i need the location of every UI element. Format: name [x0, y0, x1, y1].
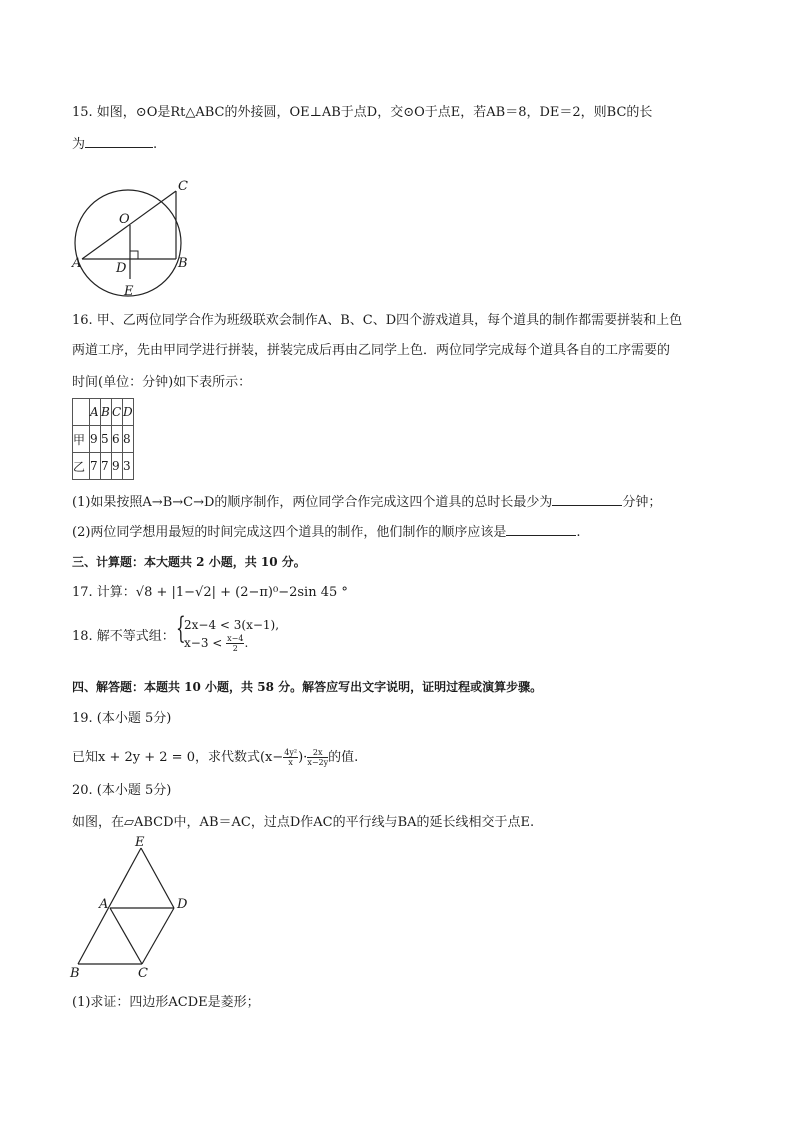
q16-sub1-end: 分钟；: [622, 495, 662, 510]
q18-ineq2-pre: x−3 <: [184, 636, 223, 650]
fraction-numerator: x−4: [227, 634, 244, 643]
q19-pre: 已知x + 2y + 2 = 0，求代数式(x−: [72, 750, 284, 765]
table-cell: 7: [101, 453, 112, 480]
fraction: [307, 748, 328, 767]
table-cell: 9: [90, 426, 101, 453]
segment-ed: [141, 848, 174, 908]
q18-ineq2: [184, 634, 248, 653]
table-header-row: [73, 399, 134, 426]
fraction-denominator: 2: [232, 644, 238, 653]
q16-sub1-text: (1)如果按照A→B→C→D的顺序制作，两位同学合作完成这四个道具的总时长最少为: [72, 495, 553, 510]
table-row: [73, 453, 134, 480]
q20-text: 如图，在▱ABCD中，AB＝AC，过点D作AC的平行线与BA的延长线相交于点E.: [72, 815, 535, 830]
table-cell: 6: [112, 426, 123, 453]
table-cell: 3: [123, 453, 134, 480]
brace-symbol: {: [176, 611, 186, 646]
q16-sub1-blank: [552, 492, 622, 506]
q16-line1: 16. 甲、乙两位同学合作为班级联欢会制作A、B、C、D四个游戏道具，每个道具的制作都需要拼装和上色: [72, 313, 683, 328]
label-a: A: [72, 256, 82, 271]
label-d: D: [177, 897, 188, 912]
q16-sub2-blank: [506, 522, 576, 536]
section-3-heading: 三、计算题：本大题共 2 小题，共 10 分。: [72, 555, 306, 569]
q19-body: [72, 748, 358, 767]
q15-line1: 15. 如图，⊙O是Rt△ABC的外接圆，OE⊥AB于点D，交⊙O于点E，若AB＝8，DE＝2，则BC的长: [72, 105, 653, 120]
label-c: C: [178, 179, 188, 194]
q15-line2-text: 为: [72, 137, 86, 152]
table-cell: 9: [112, 453, 123, 480]
q18-label: 18. 解不等式组：: [72, 629, 175, 644]
q20-figure: [66, 836, 206, 981]
q16-sub2-text: (2)两位同学想用最短的时间完成这四个道具的制作，他们制作的顺序应该是: [72, 525, 507, 540]
table-header-cell: B: [101, 399, 112, 426]
q19-post: 的值.: [328, 750, 359, 765]
circle-o: [75, 190, 181, 296]
q19-head: 19. (本小题 5分): [72, 711, 172, 726]
fraction-numerator: 4y²: [284, 748, 298, 757]
table-header-cell: C: [112, 399, 123, 426]
table-cell: 5: [101, 426, 112, 453]
table-header-cell: A: [90, 399, 101, 426]
q20-sub1: (1)求证：四边形ACDE是菱形；: [72, 995, 260, 1010]
q15-figure: [62, 175, 202, 300]
label-e: E: [124, 284, 134, 299]
q15-answer-blank: [85, 134, 153, 148]
table-cell: 8: [123, 426, 134, 453]
label-b: B: [178, 256, 188, 271]
label-o: O: [119, 212, 130, 227]
q16-sub1: [72, 492, 661, 512]
fraction: [226, 634, 244, 653]
section-4-heading: 四、解答题：本题共 10 小题，共 58 分。解答应写出文字说明，证明过程或演算步骤。: [72, 680, 543, 694]
q18-ineq2-end: .: [244, 636, 249, 650]
fraction-numerator: 2x: [307, 748, 328, 758]
q17: 17. 计算：√8 + |1−√2| + (2−π)⁰−2sin 45 °: [72, 585, 348, 600]
q16-sub2: [72, 522, 581, 542]
q16-sub2-end: .: [576, 525, 581, 540]
label-d: D: [116, 261, 127, 276]
q16-line2: 两道工序，先由甲同学进行拼装，拼装完成后再由乙同学上色．两位同学完成每个道具各自的工序需要的: [72, 343, 671, 358]
table-cell: 乙: [73, 453, 90, 480]
table-cell: 7: [90, 453, 101, 480]
q19-mid: )·: [298, 750, 308, 765]
label-a: A: [99, 897, 109, 912]
table-cell: 甲: [73, 426, 90, 453]
table-header-cell: D: [123, 399, 134, 426]
fraction-denominator: x−2y: [307, 758, 329, 767]
label-c: C: [138, 966, 148, 981]
segment-cd: [142, 908, 174, 964]
label-b: B: [70, 966, 80, 981]
fraction: [283, 748, 298, 767]
fraction-denominator: x: [288, 758, 293, 767]
q15-line2-end: .: [153, 137, 158, 152]
right-angle-mark: [130, 251, 138, 259]
table-row: [73, 426, 134, 453]
q20-head: 20. (本小题 5分): [72, 783, 172, 798]
table-header-cell: [73, 399, 90, 426]
time-table: [72, 398, 134, 480]
q18-ineq1: 2x−4 < 3(x−1),: [184, 618, 280, 632]
q15-line2: [72, 134, 157, 154]
q16-line3: 时间(单位：分钟)如下表所示：: [72, 375, 252, 390]
label-e: E: [135, 836, 145, 850]
segment-ac: [110, 908, 142, 964]
